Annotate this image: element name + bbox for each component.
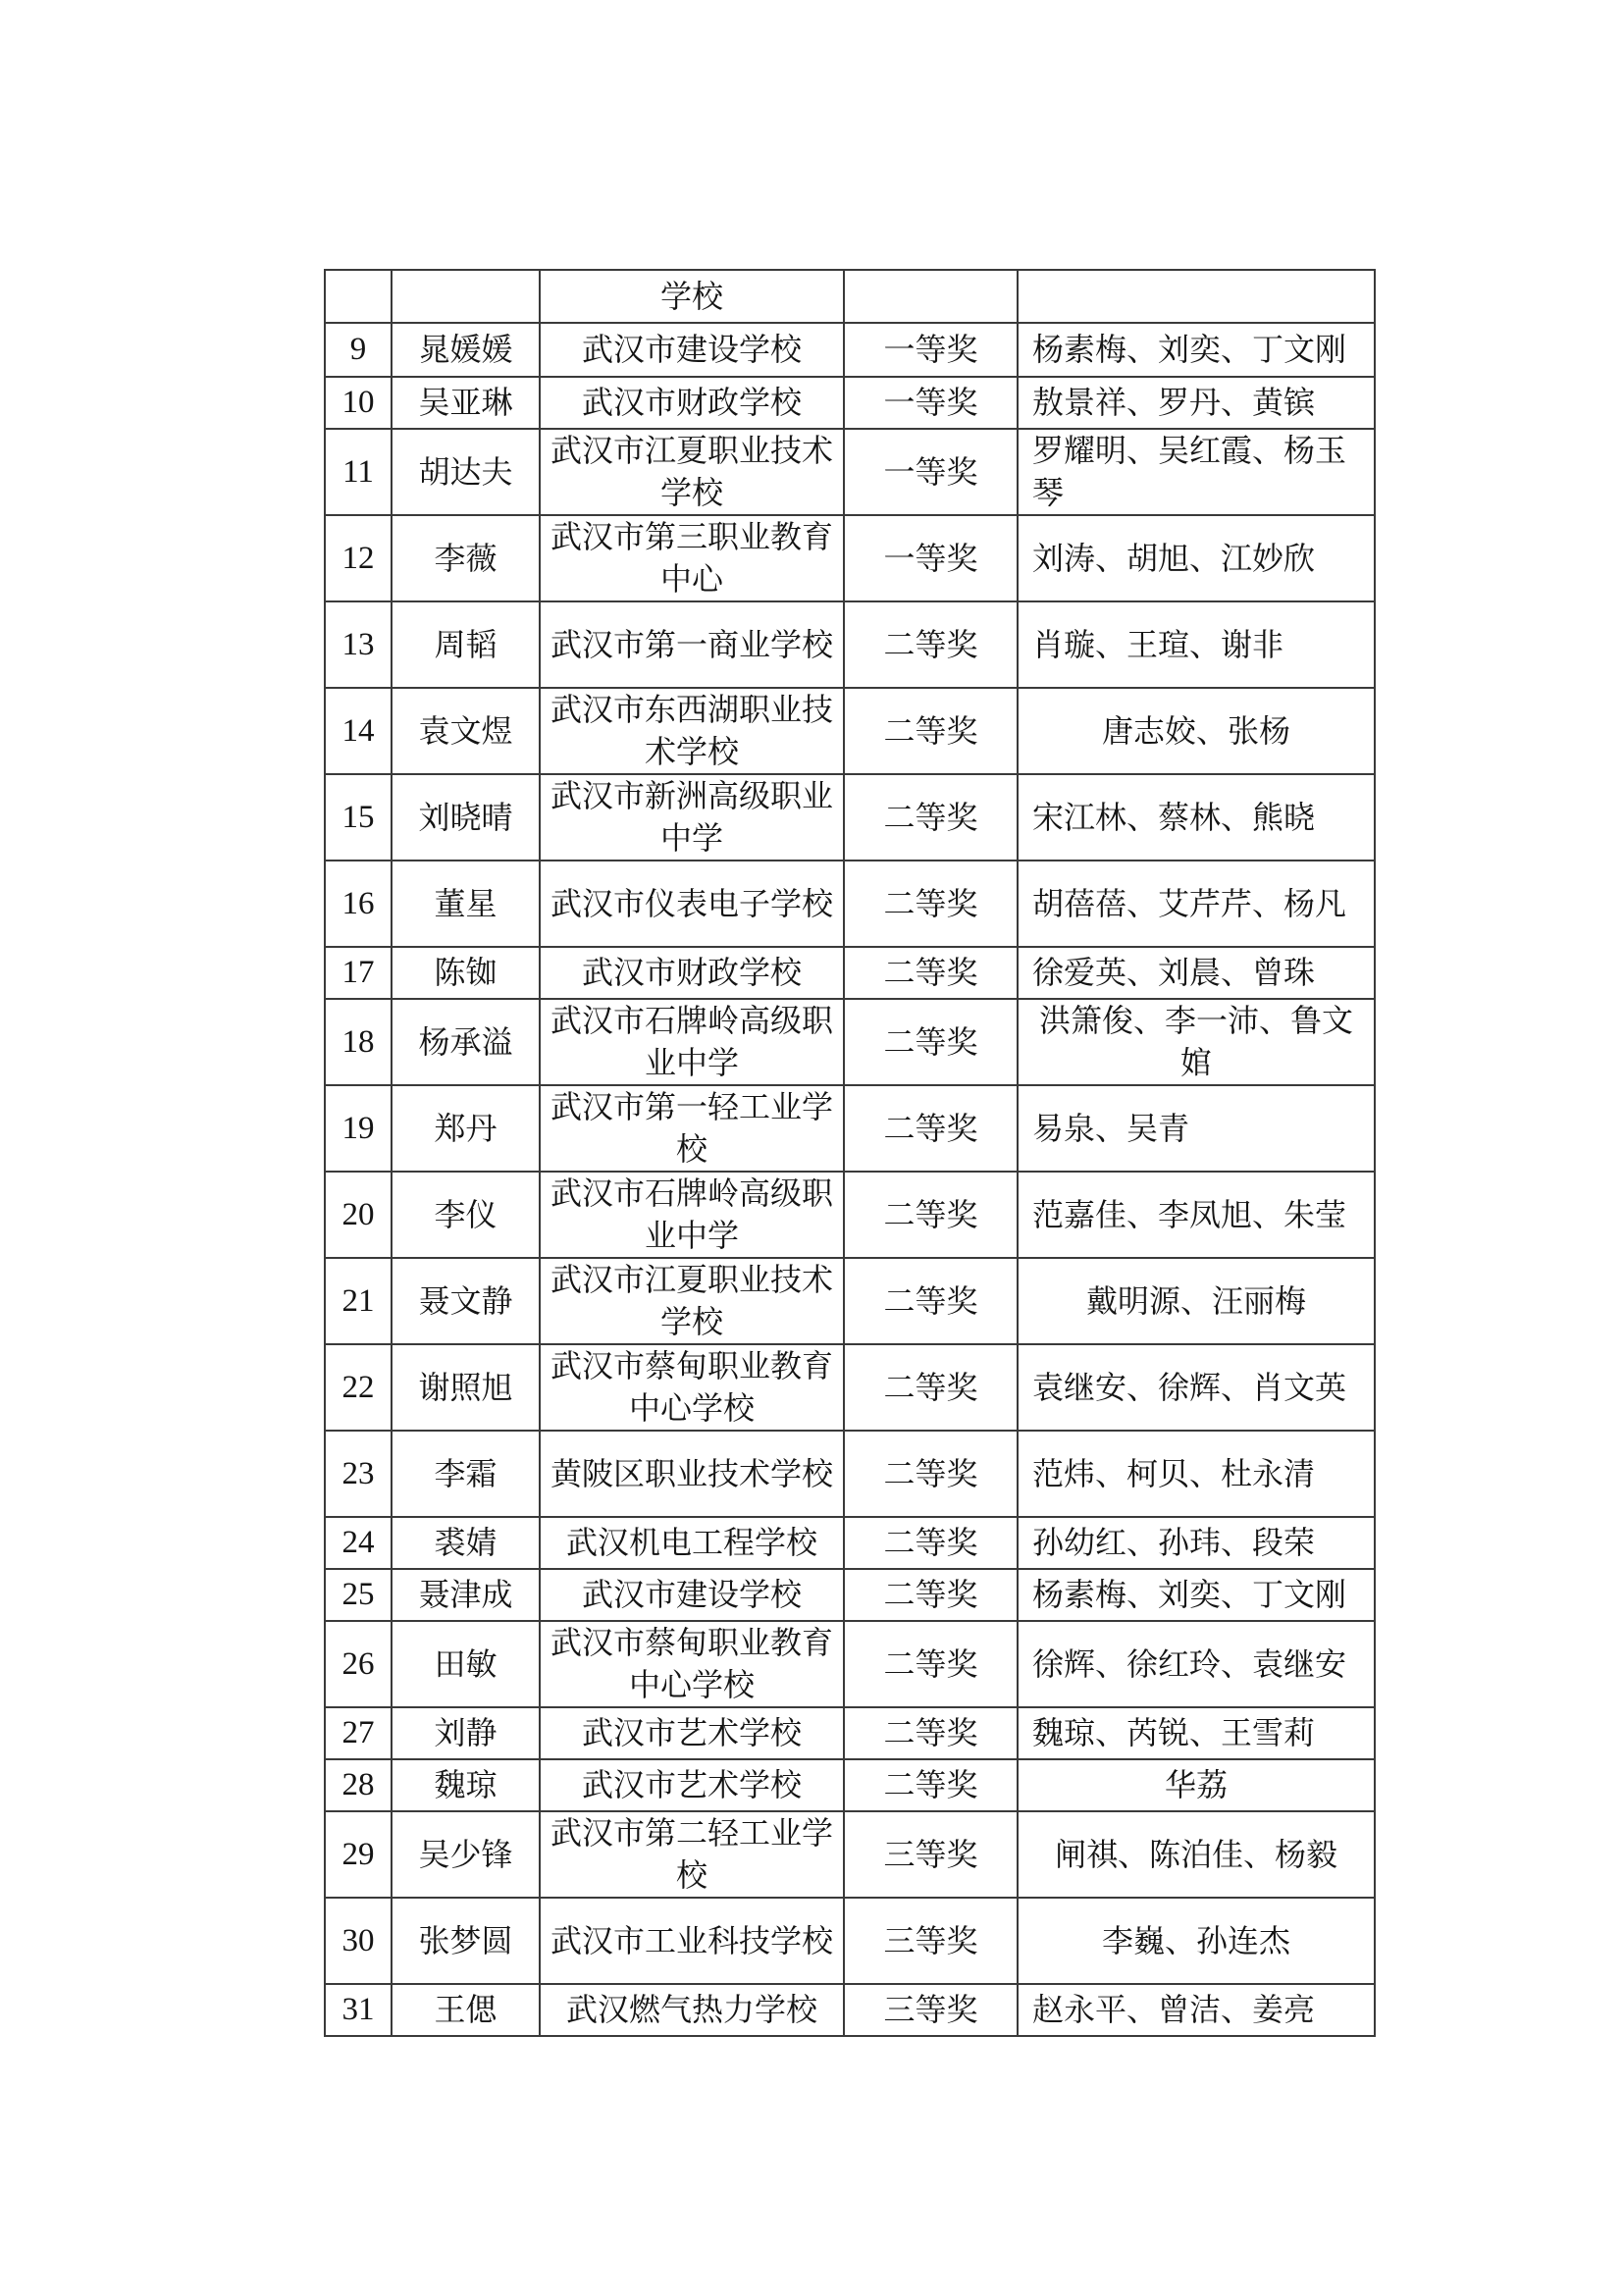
- student-name: 陈铷: [392, 947, 540, 999]
- mentor-names: 徐爱英、刘晨、曾珠: [1018, 947, 1375, 999]
- student-name: [392, 270, 540, 323]
- table-row: [325, 1984, 1375, 2036]
- table-row: [325, 601, 1375, 688]
- mentor-names: 范炜、柯贝、杜永清: [1018, 1431, 1375, 1517]
- award-level: 二等奖: [844, 947, 1018, 999]
- row-number: 14: [325, 688, 392, 774]
- award-level: 一等奖: [844, 323, 1018, 377]
- mentor-names: 杨素梅、刘奕、丁文刚: [1018, 323, 1375, 377]
- student-name: 聂津成: [392, 1569, 540, 1621]
- award-level: 二等奖: [844, 1569, 1018, 1621]
- table-row: [325, 1898, 1375, 1984]
- school-name: 武汉市江夏职业技术学校: [540, 1258, 844, 1344]
- mentor-names: 闸祺、陈泊佳、杨毅: [1018, 1811, 1375, 1898]
- row-number: 12: [325, 515, 392, 601]
- row-number: 13: [325, 601, 392, 688]
- row-number: 18: [325, 999, 392, 1085]
- table-row: [325, 861, 1375, 947]
- award-level: 二等奖: [844, 601, 1018, 688]
- row-number: 31: [325, 1984, 392, 2036]
- school-name: 武汉市第一商业学校: [540, 601, 844, 688]
- school-name: 武汉市新洲高级职业中学: [540, 774, 844, 861]
- mentor-names: 范嘉佳、李凤旭、朱莹: [1018, 1172, 1375, 1258]
- mentor-names: 洪箫俊、李一沛、鲁文婠: [1018, 999, 1375, 1085]
- award-level: 三等奖: [844, 1811, 1018, 1898]
- mentor-names: 孙幼红、孙玮、段荣: [1018, 1517, 1375, 1569]
- award-level: 二等奖: [844, 1085, 1018, 1172]
- school-name: 武汉市建设学校: [540, 323, 844, 377]
- table-row: [325, 429, 1375, 515]
- school-name: 黄陂区职业技术学校: [540, 1431, 844, 1517]
- student-name: 周韬: [392, 601, 540, 688]
- student-name: 谢照旭: [392, 1344, 540, 1431]
- student-name: 聂文静: [392, 1258, 540, 1344]
- student-name: 刘静: [392, 1707, 540, 1759]
- mentor-names: 敖景祥、罗丹、黄镔: [1018, 377, 1375, 429]
- mentor-names: 易泉、吴青: [1018, 1085, 1375, 1172]
- school-name: 武汉市第一轻工业学校: [540, 1085, 844, 1172]
- award-level: 一等奖: [844, 429, 1018, 515]
- mentor-names: 魏琼、芮锐、王雪莉: [1018, 1707, 1375, 1759]
- student-name: 袁文煜: [392, 688, 540, 774]
- table-row: [325, 1258, 1375, 1344]
- school-name: 武汉市艺术学校: [540, 1759, 844, 1811]
- mentor-names: 唐志姣、张杨: [1018, 688, 1375, 774]
- row-number: 27: [325, 1707, 392, 1759]
- mentor-names: 肖璇、王瑄、谢非: [1018, 601, 1375, 688]
- row-number: 11: [325, 429, 392, 515]
- row-number: 28: [325, 1759, 392, 1811]
- table-row: [325, 377, 1375, 429]
- mentor-names: [1018, 270, 1375, 323]
- award-level: 二等奖: [844, 1707, 1018, 1759]
- student-name: 魏琼: [392, 1759, 540, 1811]
- school-name: 武汉市财政学校: [540, 377, 844, 429]
- award-table-body: [325, 270, 1375, 2036]
- table-row: [325, 323, 1375, 377]
- table-row: [325, 1172, 1375, 1258]
- table-row: [325, 1517, 1375, 1569]
- student-name: 李仪: [392, 1172, 540, 1258]
- school-name: 武汉市江夏职业技术学校: [540, 429, 844, 515]
- mentor-names: 徐辉、徐红玲、袁继安: [1018, 1621, 1375, 1707]
- row-number: 9: [325, 323, 392, 377]
- student-name: 李薇: [392, 515, 540, 601]
- mentor-names: 罗耀明、吴红霞、杨玉琴: [1018, 429, 1375, 515]
- school-name: 武汉市蔡甸职业教育中心学校: [540, 1344, 844, 1431]
- student-name: 晁媛媛: [392, 323, 540, 377]
- row-number: 21: [325, 1258, 392, 1344]
- table-row: [325, 270, 1375, 323]
- award-level: 二等奖: [844, 1172, 1018, 1258]
- row-number: 25: [325, 1569, 392, 1621]
- student-name: 王偲: [392, 1984, 540, 2036]
- row-number: 20: [325, 1172, 392, 1258]
- award-level: 二等奖: [844, 1431, 1018, 1517]
- award-level: 三等奖: [844, 1898, 1018, 1984]
- row-number: 10: [325, 377, 392, 429]
- table-row: [325, 1707, 1375, 1759]
- table-row: [325, 1621, 1375, 1707]
- table-row: [325, 774, 1375, 861]
- award-level: 二等奖: [844, 861, 1018, 947]
- award-level: 二等奖: [844, 1621, 1018, 1707]
- school-name: 武汉市工业科技学校: [540, 1898, 844, 1984]
- mentor-names: 赵永平、曾洁、姜亮: [1018, 1984, 1375, 2036]
- school-name: 武汉市建设学校: [540, 1569, 844, 1621]
- award-level: 一等奖: [844, 377, 1018, 429]
- row-number: 15: [325, 774, 392, 861]
- school-name: 武汉市艺术学校: [540, 1707, 844, 1759]
- student-name: 郑丹: [392, 1085, 540, 1172]
- mentor-names: 华荔: [1018, 1759, 1375, 1811]
- award-level: 二等奖: [844, 1344, 1018, 1431]
- mentor-names: 胡蓓蓓、艾芹芹、杨凡: [1018, 861, 1375, 947]
- award-level: 二等奖: [844, 1759, 1018, 1811]
- student-name: 刘晓晴: [392, 774, 540, 861]
- row-number: 22: [325, 1344, 392, 1431]
- row-number: 24: [325, 1517, 392, 1569]
- award-level: [844, 270, 1018, 323]
- award-level: 二等奖: [844, 999, 1018, 1085]
- row-number: 30: [325, 1898, 392, 1984]
- table-row: [325, 1085, 1375, 1172]
- mentor-names: 李巍、孙连杰: [1018, 1898, 1375, 1984]
- row-number: 19: [325, 1085, 392, 1172]
- row-number: 17: [325, 947, 392, 999]
- school-name: 武汉机电工程学校: [540, 1517, 844, 1569]
- award-level: 二等奖: [844, 1258, 1018, 1344]
- award-level: 二等奖: [844, 1517, 1018, 1569]
- school-name: 学校: [540, 270, 844, 323]
- table-row: [325, 947, 1375, 999]
- row-number: 16: [325, 861, 392, 947]
- table-row: [325, 1759, 1375, 1811]
- row-number: 26: [325, 1621, 392, 1707]
- table-row: [325, 1431, 1375, 1517]
- award-level: 二等奖: [844, 774, 1018, 861]
- table-row: [325, 999, 1375, 1085]
- mentor-names: 袁继安、徐辉、肖文英: [1018, 1344, 1375, 1431]
- row-number: 29: [325, 1811, 392, 1898]
- school-name: 武汉市石牌岭高级职业中学: [540, 1172, 844, 1258]
- student-name: 张梦圆: [392, 1898, 540, 1984]
- school-name: 武汉市第二轻工业学校: [540, 1811, 844, 1898]
- student-name: 李霜: [392, 1431, 540, 1517]
- student-name: 田敏: [392, 1621, 540, 1707]
- student-name: 吴少锋: [392, 1811, 540, 1898]
- school-name: 武汉市蔡甸职业教育中心学校: [540, 1621, 844, 1707]
- school-name: 武汉市石牌岭高级职业中学: [540, 999, 844, 1085]
- award-table: [324, 269, 1376, 2037]
- school-name: 武汉市财政学校: [540, 947, 844, 999]
- school-name: 武汉市第三职业教育中心: [540, 515, 844, 601]
- student-name: 董星: [392, 861, 540, 947]
- school-name: 武汉燃气热力学校: [540, 1984, 844, 2036]
- mentor-names: 杨素梅、刘奕、丁文刚: [1018, 1569, 1375, 1621]
- award-level: 三等奖: [844, 1984, 1018, 2036]
- table-row: [325, 1811, 1375, 1898]
- student-name: 杨承溢: [392, 999, 540, 1085]
- student-name: 裘婧: [392, 1517, 540, 1569]
- table-row: [325, 515, 1375, 601]
- award-level: 二等奖: [844, 688, 1018, 774]
- table-row: [325, 688, 1375, 774]
- student-name: 胡达夫: [392, 429, 540, 515]
- table-row: [325, 1569, 1375, 1621]
- mentor-names: 戴明源、汪丽梅: [1018, 1258, 1375, 1344]
- table-row: [325, 1344, 1375, 1431]
- mentor-names: 宋江林、蔡林、熊晓: [1018, 774, 1375, 861]
- award-level: 一等奖: [844, 515, 1018, 601]
- student-name: 吴亚琳: [392, 377, 540, 429]
- mentor-names: 刘涛、胡旭、江妙欣: [1018, 515, 1375, 601]
- row-number: [325, 270, 392, 323]
- row-number: 23: [325, 1431, 392, 1517]
- school-name: 武汉市仪表电子学校: [540, 861, 844, 947]
- school-name: 武汉市东西湖职业技术学校: [540, 688, 844, 774]
